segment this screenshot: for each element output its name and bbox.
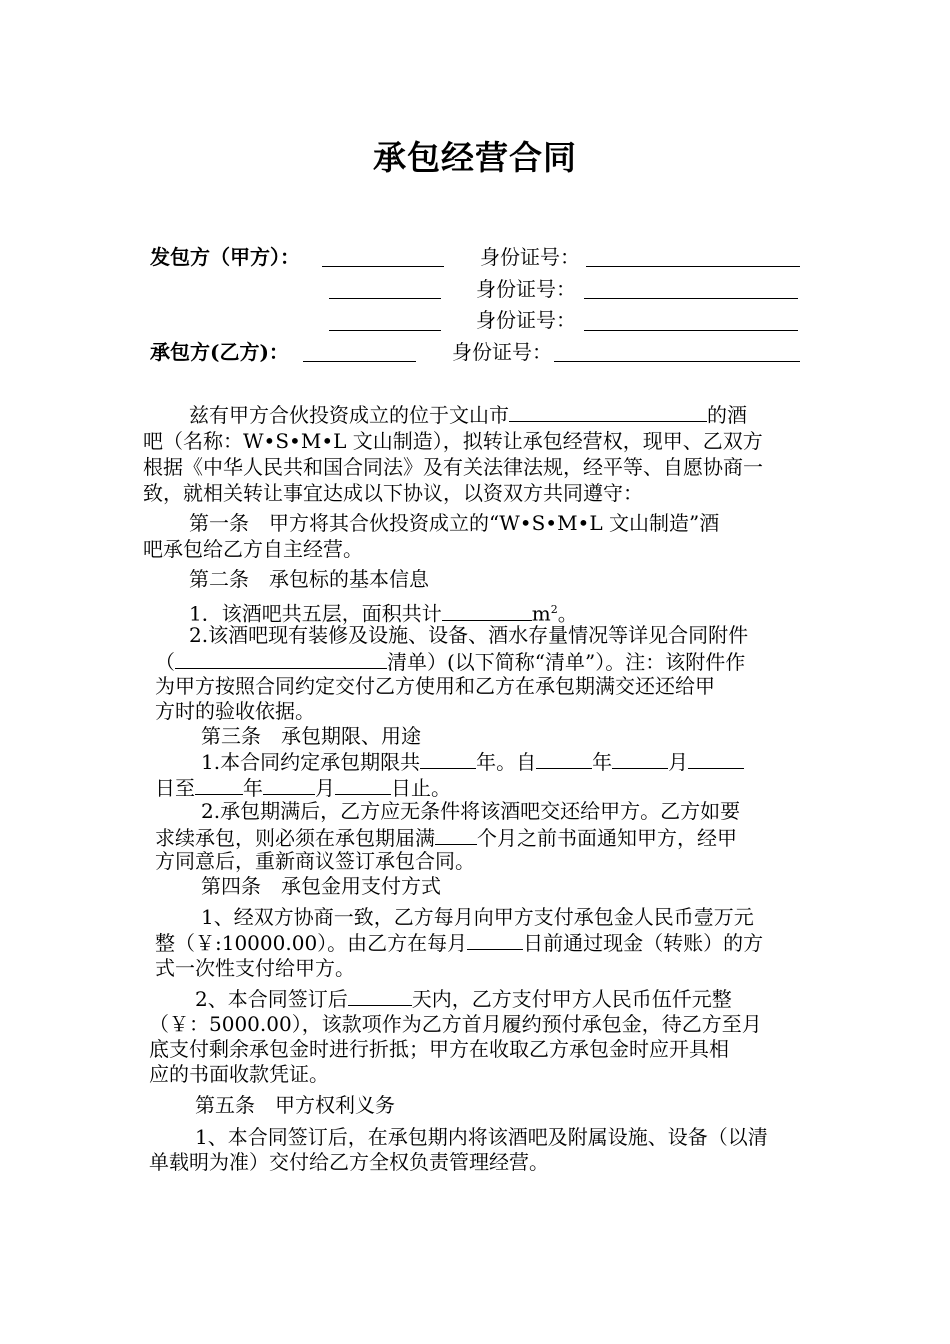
preamble-line-4: 致，就相关转让事宜达成以下协议，以资双方共同遵守： <box>143 481 643 505</box>
article-3-item-2-line-2: 求续承包，则必须在承包期届满 个月之前书面通知甲方，经甲 <box>155 826 737 850</box>
article-1-line-2: 吧承包给乙方自主经营。 <box>143 537 363 561</box>
article-3-item-1-line-1: 1.本合同约定承包期限共 年。自 年 月 <box>201 748 744 774</box>
party-b-id-label: 身份证号： <box>452 340 552 364</box>
article-4-item-2-line-3: 底支付剩余承包金时进行折抵；甲方在收取乙方承包金时应开具相 <box>149 1037 729 1061</box>
payment-day-blank <box>467 929 523 950</box>
party-a2-id-blank <box>584 298 798 299</box>
start-year-blank <box>536 748 592 769</box>
end-month-blank <box>263 774 315 795</box>
party-a2-name-blank <box>329 298 441 299</box>
party-b-label: 承包方(乙方)： <box>150 340 289 364</box>
end-year-blank <box>195 774 243 795</box>
article-4-item-2-line-1: 2、本合同签订后 天内，乙方支付甲方人民币伍仟元整 <box>195 987 732 1011</box>
party-a3-id-blank <box>584 330 798 331</box>
article-5-item-1-line-2: 单载明为准）交付给乙方全权负责管理经营。 <box>149 1150 549 1174</box>
area-blank <box>442 600 532 621</box>
inventory-list-blank <box>175 648 387 669</box>
party-a-label: 发包方（甲方）： <box>150 245 300 269</box>
start-day-blank <box>688 748 744 769</box>
party-b-id-blank <box>554 361 800 362</box>
party-a3-id-label: 身份证号： <box>476 308 576 332</box>
page-title: 承包经营合同 <box>373 138 577 177</box>
preamble-line-3: 根据《中华人民共和国合同法》及有关法律法规，经平等、自愿协商一 <box>143 455 763 479</box>
term-years-blank <box>420 748 476 769</box>
article-3-item-1-line-2: 日至 年 月 日止。 <box>155 776 451 800</box>
end-day-blank <box>335 774 391 795</box>
city-location-blank <box>509 401 707 422</box>
preamble-line-1: 兹有甲方合伙投资成立的位于文山市 的酒 <box>189 403 747 427</box>
article-4-item-1-line-1: 1、经双方协商一致，乙方每月向甲方支付承包金人民币壹万元 <box>201 905 754 929</box>
article-5-heading: 第五条 甲方权利义务 <box>195 1093 395 1117</box>
preamble-line-2: 吧（名称：W•S•M•L 文山制造），拟转让承包经营权，现甲、乙双方 <box>143 429 763 453</box>
article-4-item-2-line-2: （￥：5000.00），该款项作为乙方首月履约预付承包金，待乙方至月 <box>149 1012 762 1036</box>
article-2-item-1: 1．该酒吧共五层，面积共计 $m^2$。 <box>189 601 578 626</box>
notice-months-blank <box>435 824 477 845</box>
article-1-line-1: 第一条 甲方将其合伙投资成立的“W•S•M•L 文山制造”酒 <box>189 511 720 535</box>
party-a-id-blank <box>586 266 800 267</box>
article-2-item-2-line-3: 为甲方按照合同约定交付乙方使用和乙方在承包期满交还还给甲 <box>155 674 715 698</box>
article-3-item-2-line-3: 方同意后，重新商议签订承包合同。 <box>155 849 475 873</box>
article-4-item-1-line-2: 整（￥:10000.00）。由乙方在每月 日前通过现金（转账）的方 <box>155 931 764 955</box>
deposit-days-blank <box>348 985 412 1006</box>
party-a3-name-blank <box>329 330 441 331</box>
article-2-item-2-line-2: （ 清单）(以下简称“清单”）。注：该附件作 <box>155 650 746 674</box>
article-5-item-1-line-1: 1、本合同签订后，在承包期内将该酒吧及附属设施、设备（以清 <box>195 1125 768 1149</box>
party-b-name-blank <box>303 361 416 362</box>
article-4-heading: 第四条 承包金用支付方式 <box>201 874 441 898</box>
article-3-heading: 第三条 承包期限、用途 <box>201 724 421 748</box>
article-3-item-2-line-1: 2.承包期满后，乙方应无条件将该酒吧交还给甲方。乙方如要 <box>201 799 741 823</box>
article-4-item-2-line-4: 应的书面收款凭证。 <box>149 1062 329 1086</box>
article-2-item-2-line-4: 方时的验收依据。 <box>155 699 315 723</box>
article-2-heading: 第二条 承包标的基本信息 <box>189 567 429 591</box>
article-2-item-2-line-1: 2.该酒吧现有装修及设施、设备、酒水存量情况等详见合同附件 <box>189 623 749 647</box>
start-month-blank <box>612 748 668 769</box>
party-a-id-label: 身份证号： <box>480 245 580 269</box>
party-a2-id-label: 身份证号： <box>476 277 576 301</box>
article-4-item-1-line-3: 式一次性支付给甲方。 <box>155 956 355 980</box>
party-a-name-blank <box>322 266 444 267</box>
